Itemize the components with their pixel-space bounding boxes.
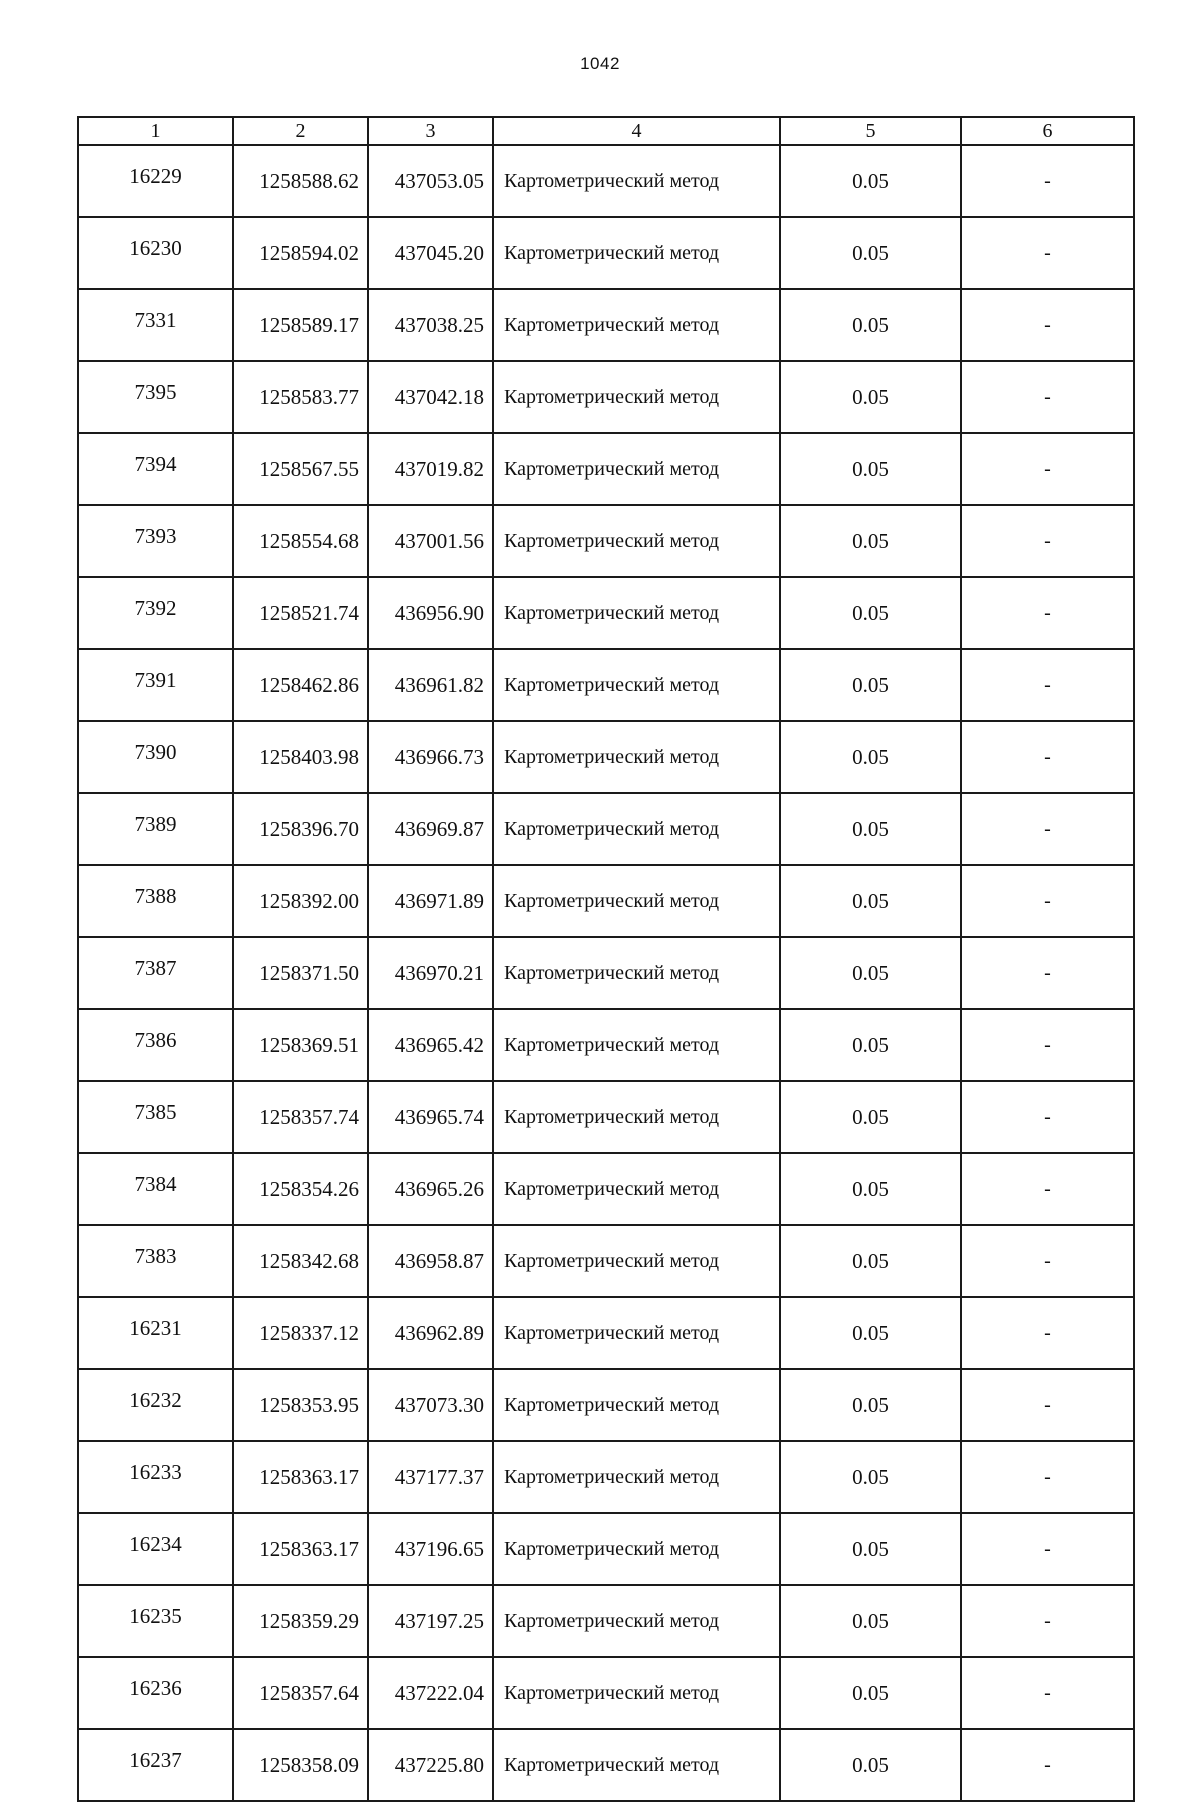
point-id-cell: 7384: [78, 1153, 233, 1225]
y-coordinate-cell: 437225.80: [368, 1729, 493, 1801]
accuracy-cell: 0.05: [780, 1009, 961, 1081]
note-cell: -: [961, 1513, 1134, 1585]
y-coordinate-cell: 436969.87: [368, 793, 493, 865]
note-cell: -: [961, 433, 1134, 505]
point-id-cell: 7394: [78, 433, 233, 505]
point-id-cell: 7389: [78, 793, 233, 865]
point-id-cell: 16233: [78, 1441, 233, 1513]
method-cell: Картометрический метод: [493, 1369, 780, 1441]
method-cell: Картометрический метод: [493, 433, 780, 505]
point-id-cell: 7388: [78, 865, 233, 937]
note-cell: -: [961, 577, 1134, 649]
x-coordinate-cell: 1258342.68: [233, 1225, 368, 1297]
note-cell: -: [961, 1009, 1134, 1081]
table-row: [78, 1657, 1134, 1729]
table-header: [78, 117, 1134, 145]
point-id-cell: 7390: [78, 721, 233, 793]
accuracy-cell: 0.05: [780, 145, 961, 217]
note-cell: -: [961, 793, 1134, 865]
point-id-cell: 7385: [78, 1081, 233, 1153]
point-id-cell: 7393: [78, 505, 233, 577]
y-coordinate-cell: 437222.04: [368, 1657, 493, 1729]
accuracy-cell: 0.05: [780, 289, 961, 361]
table-row: [78, 1009, 1134, 1081]
table-row: [78, 1513, 1134, 1585]
method-cell: Картометрический метод: [493, 145, 780, 217]
point-id-cell: 7395: [78, 361, 233, 433]
y-coordinate-cell: 436956.90: [368, 577, 493, 649]
y-coordinate-cell: 437177.37: [368, 1441, 493, 1513]
method-cell: Картометрический метод: [493, 865, 780, 937]
note-cell: -: [961, 721, 1134, 793]
x-coordinate-cell: 1258521.74: [233, 577, 368, 649]
point-id-cell: 16235: [78, 1585, 233, 1657]
point-id-cell: 16232: [78, 1369, 233, 1441]
y-coordinate-cell: 437001.56: [368, 505, 493, 577]
table-row: [78, 1369, 1134, 1441]
column-header-5: 5: [780, 117, 961, 145]
table-row: [78, 361, 1134, 433]
accuracy-cell: 0.05: [780, 721, 961, 793]
table-row: [78, 1585, 1134, 1657]
note-cell: -: [961, 865, 1134, 937]
accuracy-cell: 0.05: [780, 1153, 961, 1225]
method-cell: Картометрический метод: [493, 1153, 780, 1225]
x-coordinate-cell: 1258369.51: [233, 1009, 368, 1081]
accuracy-cell: 0.05: [780, 361, 961, 433]
note-cell: -: [961, 217, 1134, 289]
page-number: 1042: [580, 54, 620, 73]
point-id-cell: 16231: [78, 1297, 233, 1369]
point-id-cell: 16236: [78, 1657, 233, 1729]
y-coordinate-cell: 436965.74: [368, 1081, 493, 1153]
y-coordinate-cell: 436966.73: [368, 721, 493, 793]
note-cell: -: [961, 1441, 1134, 1513]
note-cell: -: [961, 361, 1134, 433]
note-cell: -: [961, 1585, 1134, 1657]
x-coordinate-cell: 1258363.17: [233, 1441, 368, 1513]
x-coordinate-cell: 1258403.98: [233, 721, 368, 793]
y-coordinate-cell: 436971.89: [368, 865, 493, 937]
y-coordinate-cell: 436970.21: [368, 937, 493, 1009]
y-coordinate-cell: 436962.89: [368, 1297, 493, 1369]
y-coordinate-cell: 437038.25: [368, 289, 493, 361]
x-coordinate-cell: 1258358.09: [233, 1729, 368, 1801]
note-cell: -: [961, 1081, 1134, 1153]
accuracy-cell: 0.05: [780, 1081, 961, 1153]
table-row: [78, 145, 1134, 217]
accuracy-cell: 0.05: [780, 937, 961, 1009]
table-row: [78, 1225, 1134, 1297]
accuracy-cell: 0.05: [780, 433, 961, 505]
accuracy-cell: 0.05: [780, 1585, 961, 1657]
x-coordinate-cell: 1258371.50: [233, 937, 368, 1009]
method-cell: Картометрический метод: [493, 289, 780, 361]
table-row: [78, 1441, 1134, 1513]
table-row: [78, 937, 1134, 1009]
column-header-1: 1: [78, 117, 233, 145]
accuracy-cell: 0.05: [780, 1441, 961, 1513]
method-cell: Картометрический метод: [493, 1657, 780, 1729]
column-header-6: 6: [961, 117, 1134, 145]
table-row: [78, 289, 1134, 361]
method-cell: Картометрический метод: [493, 217, 780, 289]
method-cell: Картометрический метод: [493, 1081, 780, 1153]
method-cell: Картометрический метод: [493, 505, 780, 577]
method-cell: Картометрический метод: [493, 1009, 780, 1081]
note-cell: -: [961, 289, 1134, 361]
point-id-cell: 7387: [78, 937, 233, 1009]
note-cell: -: [961, 1657, 1134, 1729]
table-row: [78, 865, 1134, 937]
x-coordinate-cell: 1258554.68: [233, 505, 368, 577]
method-cell: Картометрический метод: [493, 793, 780, 865]
method-cell: Картометрический метод: [493, 1225, 780, 1297]
point-id-cell: 16230: [78, 217, 233, 289]
accuracy-cell: 0.05: [780, 1513, 961, 1585]
x-coordinate-cell: 1258588.62: [233, 145, 368, 217]
note-cell: -: [961, 1729, 1134, 1801]
note-cell: -: [961, 1153, 1134, 1225]
y-coordinate-cell: 437197.25: [368, 1585, 493, 1657]
x-coordinate-cell: 1258583.77: [233, 361, 368, 433]
table-row: [78, 1153, 1134, 1225]
point-id-cell: 16234: [78, 1513, 233, 1585]
point-id-cell: 7391: [78, 649, 233, 721]
method-cell: Картометрический метод: [493, 649, 780, 721]
y-coordinate-cell: 437073.30: [368, 1369, 493, 1441]
x-coordinate-cell: 1258359.29: [233, 1585, 368, 1657]
x-coordinate-cell: 1258462.86: [233, 649, 368, 721]
accuracy-cell: 0.05: [780, 793, 961, 865]
x-coordinate-cell: 1258396.70: [233, 793, 368, 865]
y-coordinate-cell: 436961.82: [368, 649, 493, 721]
note-cell: -: [961, 1225, 1134, 1297]
accuracy-cell: 0.05: [780, 649, 961, 721]
note-cell: -: [961, 1369, 1134, 1441]
method-cell: Картометрический метод: [493, 1297, 780, 1369]
method-cell: Картометрический метод: [493, 937, 780, 1009]
table-row: [78, 649, 1134, 721]
accuracy-cell: 0.05: [780, 1225, 961, 1297]
table-row: [78, 793, 1134, 865]
point-id-cell: 7386: [78, 1009, 233, 1081]
accuracy-cell: 0.05: [780, 505, 961, 577]
point-id-cell: 7383: [78, 1225, 233, 1297]
x-coordinate-cell: 1258353.95: [233, 1369, 368, 1441]
method-cell: Картометрический метод: [493, 1585, 780, 1657]
table-row: [78, 1081, 1134, 1153]
method-cell: Картометрический метод: [493, 1729, 780, 1801]
column-header-2: 2: [233, 117, 368, 145]
accuracy-cell: 0.05: [780, 1657, 961, 1729]
point-id-cell: 16237: [78, 1729, 233, 1801]
table-row: [78, 577, 1134, 649]
accuracy-cell: 0.05: [780, 1297, 961, 1369]
x-coordinate-cell: 1258357.74: [233, 1081, 368, 1153]
table-row: [78, 217, 1134, 289]
accuracy-cell: 0.05: [780, 1729, 961, 1801]
accuracy-cell: 0.05: [780, 865, 961, 937]
note-cell: -: [961, 505, 1134, 577]
note-cell: -: [961, 937, 1134, 1009]
y-coordinate-cell: 437053.05: [368, 145, 493, 217]
note-cell: -: [961, 145, 1134, 217]
column-header-4: 4: [493, 117, 780, 145]
x-coordinate-cell: 1258392.00: [233, 865, 368, 937]
note-cell: -: [961, 1297, 1134, 1369]
table-row: [78, 721, 1134, 793]
x-coordinate-cell: 1258337.12: [233, 1297, 368, 1369]
y-coordinate-cell: 436965.42: [368, 1009, 493, 1081]
y-coordinate-cell: 437019.82: [368, 433, 493, 505]
x-coordinate-cell: 1258354.26: [233, 1153, 368, 1225]
method-cell: Картометрический метод: [493, 1513, 780, 1585]
x-coordinate-cell: 1258594.02: [233, 217, 368, 289]
x-coordinate-cell: 1258363.17: [233, 1513, 368, 1585]
point-id-cell: 7331: [78, 289, 233, 361]
accuracy-cell: 0.05: [780, 1369, 961, 1441]
table-row: [78, 1729, 1134, 1801]
x-coordinate-cell: 1258357.64: [233, 1657, 368, 1729]
note-cell: -: [961, 649, 1134, 721]
x-coordinate-cell: 1258589.17: [233, 289, 368, 361]
table-row: [78, 505, 1134, 577]
y-coordinate-cell: 437042.18: [368, 361, 493, 433]
table-body: [78, 145, 1134, 1801]
y-coordinate-cell: 436965.26: [368, 1153, 493, 1225]
coordinates-table: [77, 116, 1135, 1802]
method-cell: Картометрический метод: [493, 1441, 780, 1513]
header-row: [78, 117, 1134, 145]
table-row: [78, 433, 1134, 505]
y-coordinate-cell: 436958.87: [368, 1225, 493, 1297]
y-coordinate-cell: 437045.20: [368, 217, 493, 289]
table-row: [78, 1297, 1134, 1369]
point-id-cell: 7392: [78, 577, 233, 649]
method-cell: Картометрический метод: [493, 577, 780, 649]
x-coordinate-cell: 1258567.55: [233, 433, 368, 505]
point-id-cell: 16229: [78, 145, 233, 217]
y-coordinate-cell: 437196.65: [368, 1513, 493, 1585]
accuracy-cell: 0.05: [780, 577, 961, 649]
method-cell: Картометрический метод: [493, 721, 780, 793]
method-cell: Картометрический метод: [493, 361, 780, 433]
column-header-3: 3: [368, 117, 493, 145]
accuracy-cell: 0.05: [780, 217, 961, 289]
